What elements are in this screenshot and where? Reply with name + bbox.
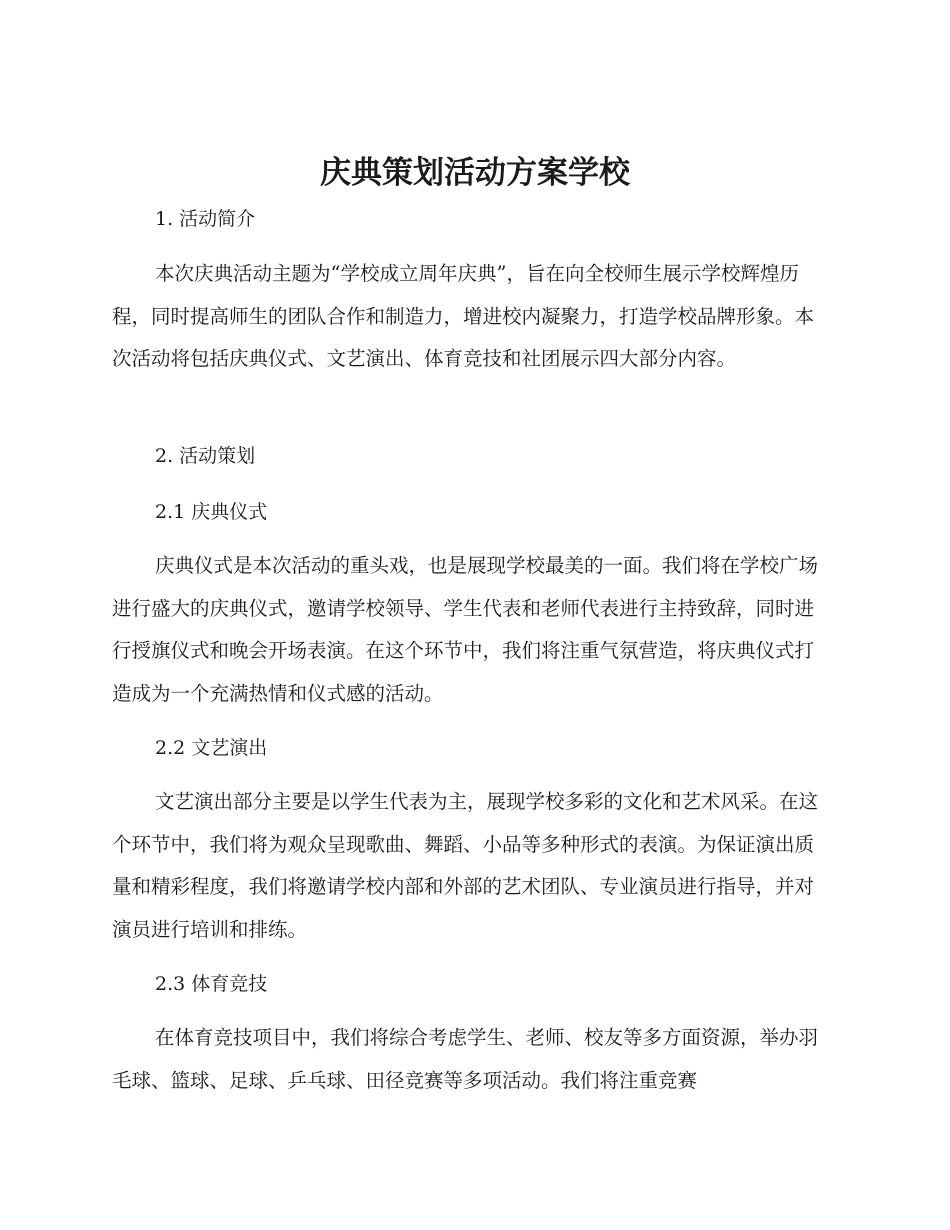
- section-heading-intro: 1. 活动简介: [155, 208, 256, 230]
- document-title: 庆典策划活动方案学校: [320, 155, 630, 191]
- section-paragraph-intro: 本次庆典活动主题为“学校成立周年庆典”，旨在向全校师生展示学校辉煌历程，同时提高师生的团队合作和制造力，增进校内凝聚力，打造学校品牌形象。本次活动将包括庆典仪式、文艺演出、体育竞技和社团展示四大部分内容。: [112, 262, 815, 370]
- section-heading-performance: 2.2 文艺演出: [155, 737, 268, 759]
- section-paragraph-performance: 文艺演出部分主要是以学生代表为主，展现学校多彩的文化和艺术风采。在这个环节中，我们将为观众呈现歌曲、舞蹈、小品等多种形式的表演。为保证演出质量和精彩程度，我们将邀请学校内部和外部的艺术团队、专业演员进行指导，并对演员进行培训和排练。: [112, 790, 819, 941]
- section-heading-ceremony: 2.1 庆典仪式: [155, 501, 268, 523]
- section-paragraph-sports: 在体育竞技项目中，我们将综合考虑学生、老师、校友等多方面资源，举办羽毛球、篮球、足球、乒乓球、田径竞赛等多项活动。我们将注重竞赛: [112, 1026, 819, 1092]
- section-paragraph-ceremony: 庆典仪式是本次活动的重头戏，也是展现学校最美的一面。我们将在学校广场进行盛大的庆典仪式，邀请学校领导、学生代表和老师代表进行主持致辞，同时进行授旗仪式和晚会开场表演。在这个环节中，我们将注重气氛营造，将庆典仪式打造成为一个充满热情和仪式感的活动。: [112, 554, 819, 705]
- section-heading-sports: 2.3 体育竞技: [155, 973, 268, 995]
- section-heading-planning: 2. 活动策划: [155, 445, 256, 467]
